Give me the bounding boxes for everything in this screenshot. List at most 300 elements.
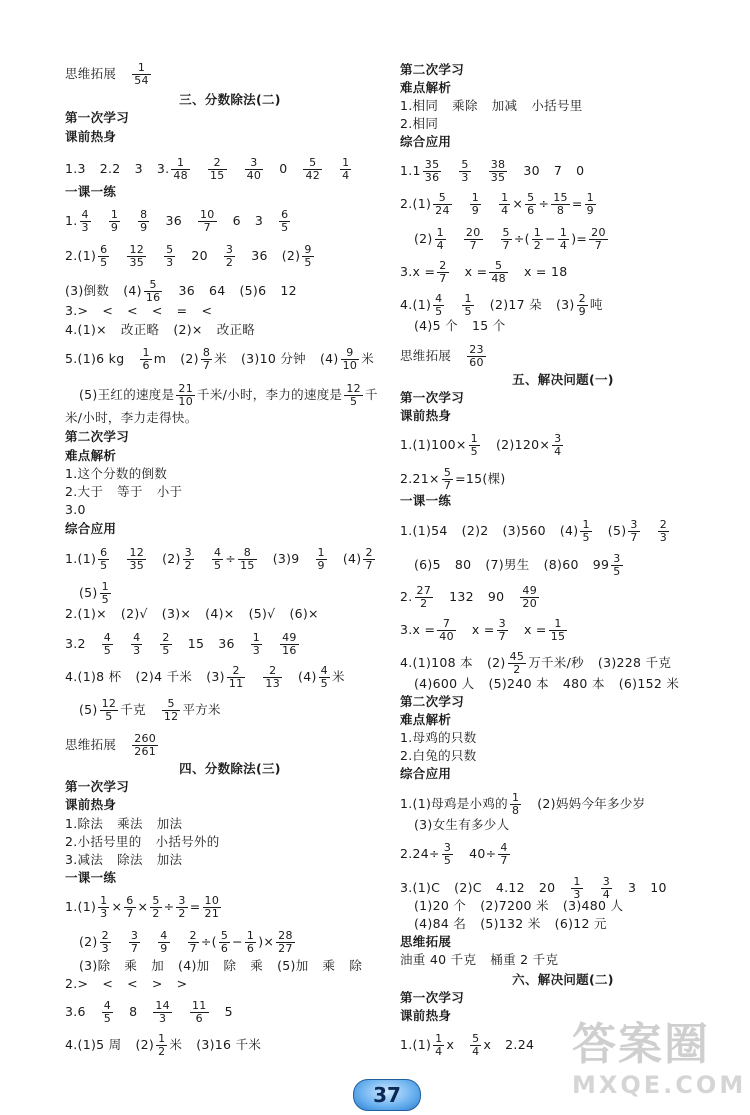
fraction <box>280 632 299 657</box>
fraction <box>470 192 481 217</box>
fraction-denominator: 2 <box>158 1045 166 1058</box>
answer-line <box>65 665 345 690</box>
answer-text: − <box>232 934 243 949</box>
answer-text: (6)× <box>289 606 319 621</box>
answer-text: (6)152 米 <box>618 676 680 691</box>
answer-line <box>400 952 558 968</box>
answer-text: (4) <box>298 669 317 684</box>
answer-text: (4) <box>342 551 362 566</box>
answer-text: ÷( <box>200 934 217 949</box>
fraction-denominator: 21 <box>204 907 220 920</box>
answer-text: 3 <box>628 880 637 895</box>
answer-text: 1. <box>65 213 78 228</box>
fraction-numerator: 15 <box>553 191 568 204</box>
fraction <box>510 792 521 817</box>
answer-line <box>400 842 512 867</box>
answer-text: (4)84 名 <box>414 916 467 931</box>
answer-text: 3.x = <box>400 622 436 637</box>
fraction-denominator: 5 <box>304 256 312 269</box>
answer-line <box>400 730 477 746</box>
fraction-numerator: 11 <box>191 999 207 1012</box>
fraction-denominator: 54 <box>134 74 149 87</box>
answer-text: 36 <box>218 636 235 651</box>
fraction <box>208 157 227 182</box>
fraction-denominator: 9 <box>140 221 148 234</box>
fraction-denominator: 261 <box>134 745 157 758</box>
fraction-numerator: 4 <box>103 631 112 644</box>
fraction-denominator: 3 <box>659 531 668 544</box>
fraction <box>276 930 295 955</box>
fraction-numerator: 1 <box>342 156 350 169</box>
answer-text: (2)7200 米 <box>480 898 549 913</box>
answer-text: 思维拓展 <box>400 934 452 949</box>
answer-text: (2)17 朵 <box>489 297 542 312</box>
fraction <box>198 209 217 234</box>
answer-text: 36 <box>165 213 182 228</box>
fraction <box>462 293 473 318</box>
answer-text: (2)√ <box>120 606 148 621</box>
fraction-numerator: 2 <box>439 259 447 272</box>
fraction-numerator: 2 <box>578 292 586 305</box>
fraction-denominator: 15 <box>550 630 566 643</box>
fraction <box>251 632 262 657</box>
answer-text: 一课一练 <box>65 184 117 199</box>
answer-text: )= <box>571 231 588 246</box>
answer-line <box>65 279 297 304</box>
fraction <box>80 209 91 234</box>
subsection-label <box>400 408 451 424</box>
answer-text: 米 <box>169 1037 183 1052</box>
fraction <box>498 842 509 867</box>
answer-text: (2)妈妈今年多少岁 <box>537 796 646 811</box>
fraction-numerator: 6 <box>100 243 108 256</box>
fraction-numerator: 3 <box>602 875 610 888</box>
fraction-numerator: 1 <box>252 631 261 644</box>
fraction-denominator: 5 <box>320 677 328 690</box>
answer-text: 米/小时，李力走得快。 <box>65 410 198 425</box>
fraction <box>162 698 181 723</box>
answer-text: 36 <box>251 248 268 263</box>
fraction <box>131 632 142 657</box>
fraction <box>423 159 442 184</box>
fraction <box>497 618 508 643</box>
fraction <box>611 553 622 578</box>
answer-line <box>65 547 377 572</box>
fraction-denominator: 27 <box>278 942 293 955</box>
answer-line <box>65 303 212 319</box>
fraction-numerator: 5 <box>152 894 160 907</box>
fraction-denominator: 9 <box>110 221 119 234</box>
answer-text: x <box>483 1037 492 1052</box>
fraction-denominator: 12 <box>163 710 179 723</box>
fraction <box>437 260 448 285</box>
fraction-numerator: 2 <box>659 518 668 531</box>
answer-text: > <box>151 976 163 991</box>
answer-line <box>400 916 607 932</box>
fraction-denominator: 36 <box>424 171 440 184</box>
fraction-denominator: 11 <box>228 677 244 690</box>
fraction-numerator: 7 <box>437 618 456 631</box>
fraction <box>464 227 483 252</box>
fraction-denominator: 7 <box>439 272 447 285</box>
answer-text: (5)6 <box>239 283 267 298</box>
fraction-numerator: 1 <box>132 62 151 75</box>
fraction-numerator: 5 <box>433 192 452 205</box>
answer-text: x = <box>464 264 488 279</box>
fraction-denominator: 7 <box>130 942 139 955</box>
fraction <box>489 159 508 184</box>
answer-text: 1.(1) <box>65 551 97 566</box>
fraction <box>470 1033 481 1058</box>
fraction-numerator: 6 <box>126 894 134 907</box>
answer-text: < <box>102 976 114 991</box>
subsection-label <box>400 390 464 406</box>
fraction-denominator: 4 <box>472 1045 480 1058</box>
fraction-numerator: 35 <box>424 158 440 171</box>
answer-line <box>400 585 541 610</box>
section-heading <box>125 92 335 108</box>
answer-line <box>65 698 221 723</box>
answer-text: (3)480 人 <box>562 898 624 913</box>
fraction <box>245 930 256 955</box>
fraction-numerator: 1 <box>533 226 542 239</box>
answer-line <box>65 606 319 622</box>
fraction-numerator: 3 <box>613 552 621 565</box>
answer-text: (2)C <box>454 880 482 895</box>
fraction-numerator: 20 <box>591 226 606 239</box>
fraction-denominator: 10 <box>342 359 358 372</box>
fraction-denominator: 16 <box>282 644 297 657</box>
answer-line <box>65 466 167 482</box>
fraction <box>129 930 140 955</box>
answer-text: 1.相同 <box>400 98 439 113</box>
fraction-denominator: 3 <box>573 888 581 901</box>
answer-line <box>65 958 362 974</box>
fraction-denominator: 4 <box>436 239 444 252</box>
fraction-numerator: 2 <box>101 929 109 942</box>
fraction-denominator: 5 <box>100 256 108 269</box>
fraction-denominator: 5 <box>435 305 443 318</box>
fraction <box>203 895 222 920</box>
answer-text: (3)除 <box>79 958 111 973</box>
answer-line <box>400 1033 534 1058</box>
fraction <box>160 632 171 657</box>
answer-text: < <box>201 303 213 318</box>
fraction-numerator: 6 <box>281 208 289 221</box>
answer-text: ÷ <box>225 551 237 566</box>
page-number-badge: 37 <box>353 1079 421 1111</box>
answer-text: 0 <box>279 161 288 176</box>
fraction-numerator: 20 <box>465 226 481 239</box>
answer-line <box>400 227 610 252</box>
answer-text: 油重 40 千克 <box>400 952 477 967</box>
answer-text: 第二次学习 <box>400 694 465 709</box>
fraction <box>435 227 446 252</box>
fraction <box>144 279 163 304</box>
answer-text: 30 <box>523 163 540 178</box>
fraction-denominator: 4 <box>602 888 610 901</box>
fraction-numerator: 27 <box>416 584 432 597</box>
fraction <box>501 227 512 252</box>
answer-text: = <box>176 303 188 318</box>
answer-line <box>65 157 353 182</box>
subsection-label <box>65 184 116 200</box>
fraction-numerator: 1 <box>246 929 255 942</box>
fraction-denominator: 5 <box>613 565 621 578</box>
fraction-numerator: 21 <box>178 382 194 395</box>
fraction-denominator: 9 <box>471 204 480 217</box>
answer-line <box>400 260 567 285</box>
answer-text: x <box>446 1037 455 1052</box>
fraction-denominator: 35 <box>129 559 145 572</box>
fraction-denominator: 15 <box>209 169 225 182</box>
fraction-numerator: 1 <box>501 191 509 204</box>
fraction-denominator: 3 <box>81 221 89 234</box>
fraction-denominator: 13 <box>265 677 281 690</box>
answer-text: 90 <box>487 589 505 604</box>
fraction-denominator: 7 <box>500 854 508 867</box>
subsection-label <box>400 712 451 728</box>
fraction-numerator: 6 <box>100 546 108 559</box>
answer-line <box>65 930 297 955</box>
answer-text: (3)10 分钟 <box>240 351 306 366</box>
section-heading <box>125 761 335 777</box>
answer-line <box>400 467 506 492</box>
answer-text: 思维拓展 <box>65 66 117 81</box>
section-heading <box>458 372 668 388</box>
fraction-numerator: 5 <box>144 279 163 292</box>
fraction <box>415 585 434 610</box>
fraction-denominator: 2 <box>184 559 192 572</box>
answer-line <box>400 192 598 217</box>
fraction-numerator: 5 <box>220 929 229 942</box>
fraction-denominator: 3 <box>461 171 469 184</box>
answer-text: = <box>571 196 583 211</box>
fraction <box>132 62 151 87</box>
answer-text: 吨 <box>589 297 603 312</box>
fraction-numerator: 1 <box>464 292 472 305</box>
answer-text: 20 <box>538 880 556 895</box>
subsection-label <box>65 521 116 537</box>
answer-text: (3)9 <box>272 551 300 566</box>
fraction <box>341 347 360 372</box>
answer-text: − <box>545 231 556 246</box>
fraction <box>577 293 588 318</box>
answer-text: 第一次学习 <box>65 779 130 794</box>
answer-text: x = 18 <box>523 264 568 279</box>
fraction <box>132 733 158 758</box>
answer-text: (6)12 元 <box>554 916 607 931</box>
answer-text: (8)60 <box>543 557 579 572</box>
answer-text: 99 <box>592 557 610 572</box>
answer-line <box>65 852 182 868</box>
answer-text: 1.除法 <box>65 816 104 831</box>
answer-text: 难点解析 <box>65 448 117 463</box>
answer-text: 1.母鸡的只数 <box>400 730 477 745</box>
answer-text: (2) <box>135 1037 155 1052</box>
fraction-denominator: 6 <box>142 359 150 372</box>
fraction-numerator: 1 <box>573 875 581 888</box>
fraction-denominator: 6 <box>220 942 229 955</box>
answer-text: 3.6 <box>65 1004 86 1019</box>
fraction-denominator: 60 <box>469 356 484 369</box>
answer-text: × <box>111 899 123 914</box>
answer-text: 改正略 <box>120 322 160 337</box>
answer-text: 第一次学习 <box>400 390 465 405</box>
fraction-denominator: 48 <box>491 272 506 285</box>
answer-text: )× <box>258 934 275 949</box>
answer-text: 2.(1) <box>400 196 432 211</box>
answer-text: (2) <box>414 231 433 246</box>
fraction <box>340 157 351 182</box>
fraction-numerator: 2 <box>263 665 282 678</box>
answer-text: 乘 <box>322 958 336 973</box>
subsection-label <box>400 766 451 782</box>
fraction-numerator: 12 <box>346 382 361 395</box>
fraction <box>176 383 195 408</box>
answer-text: 80 <box>454 557 472 572</box>
answer-line <box>65 581 113 606</box>
answer-line <box>65 209 292 234</box>
answer-text: (2) <box>281 248 301 263</box>
subsection-label <box>65 448 116 464</box>
fraction-numerator: 8 <box>202 346 211 359</box>
answer-line <box>65 502 86 518</box>
fraction-denominator: 15 <box>240 559 255 572</box>
answer-text: 综合应用 <box>400 134 452 149</box>
answer-line <box>65 322 255 338</box>
section-heading <box>458 972 668 988</box>
answer-line <box>400 293 603 318</box>
fraction-numerator: 3 <box>245 157 264 170</box>
fraction <box>238 547 257 572</box>
answer-text: < <box>102 303 114 318</box>
fraction-denominator: 5 <box>103 1012 112 1025</box>
fraction-denominator: 4 <box>501 204 509 217</box>
answer-text: 一课一练 <box>400 493 452 508</box>
fraction-denominator: 5 <box>443 854 452 867</box>
answer-line <box>65 1033 261 1058</box>
fraction-numerator: 2 <box>365 546 373 559</box>
answer-text: 1.(1) <box>65 899 97 914</box>
fraction <box>433 293 444 318</box>
fraction-numerator: 28 <box>278 929 293 942</box>
answer-text: 乘 <box>250 958 264 973</box>
answer-line <box>65 410 198 426</box>
answer-text: (4) <box>559 523 579 538</box>
fraction-numerator: 3 <box>225 243 234 256</box>
fraction <box>549 618 568 643</box>
answer-text: 第一次学习 <box>65 110 130 125</box>
fraction <box>532 227 543 252</box>
fraction-numerator: 49 <box>282 631 297 644</box>
answer-text: (5)240 本 <box>488 676 549 691</box>
answer-text: 1.(1) <box>400 1037 432 1052</box>
answer-text: 六、解决问题(二) <box>512 972 614 987</box>
watermark-logo-url: MXQE.COM <box>572 1071 747 1099</box>
answer-line <box>65 632 301 657</box>
answer-line <box>400 433 565 458</box>
answer-text: 四、分数除法(三) <box>179 761 281 776</box>
answer-text: 2.(1)× <box>65 606 107 621</box>
answer-text: 3 <box>254 213 264 228</box>
fraction <box>98 895 109 920</box>
fraction-denominator: 48 <box>173 169 188 182</box>
answer-text: 桶重 2 千克 <box>490 952 559 967</box>
fraction <box>102 632 113 657</box>
answer-text: 4.12 <box>495 880 525 895</box>
answer-text: (2)× <box>173 322 203 337</box>
answer-text: 2.小括号里的 <box>65 834 142 849</box>
fraction-numerator: 45 <box>509 650 525 663</box>
fraction-numerator: 1 <box>471 191 480 204</box>
answer-text: 米 <box>361 351 374 366</box>
answer-text: 4.(1)× <box>65 322 107 337</box>
answer-text: (4)5 个 <box>414 318 458 333</box>
fraction <box>102 1000 113 1025</box>
answer-text: 2. <box>400 589 413 604</box>
fraction-numerator: 9 <box>304 243 312 256</box>
fraction-denominator: 7 <box>189 942 197 955</box>
fraction <box>158 930 169 955</box>
fraction-numerator: 1 <box>171 157 190 170</box>
fraction <box>525 192 536 217</box>
answer-line <box>65 62 153 87</box>
watermark-logo-mark: 答案圈 <box>572 1019 710 1070</box>
subsection-label <box>400 694 464 710</box>
fraction-denominator: 2 <box>225 256 234 269</box>
fraction-denominator: 5 <box>281 221 289 234</box>
answer-text: 1.(1)100× <box>400 437 467 452</box>
fraction <box>558 227 569 252</box>
answer-text: (2) <box>79 934 98 949</box>
answer-text: (3)228 千克 <box>597 655 672 670</box>
answer-line <box>400 159 584 184</box>
answer-text: 千 <box>364 387 378 402</box>
answer-text: 课前热身 <box>65 797 117 812</box>
answer-text: (2) <box>486 655 506 670</box>
answer-text: (4)600 人 <box>414 676 475 691</box>
fraction-numerator: 5 <box>527 191 535 204</box>
fraction-numerator: 1 <box>436 226 444 239</box>
fraction-denominator: 5 <box>100 559 108 572</box>
fraction <box>109 209 120 234</box>
answer-text: 千米/小时，李力的速度是 <box>197 387 343 402</box>
fraction <box>98 244 109 269</box>
answer-text: 千克 <box>120 702 146 717</box>
fraction <box>442 467 453 492</box>
fraction-numerator: 8 <box>140 208 148 221</box>
fraction <box>127 244 146 269</box>
answer-text: (2)4 千米 <box>135 669 193 684</box>
fraction-denominator: 6 <box>195 1012 203 1025</box>
answer-line <box>65 484 182 500</box>
fraction-numerator: 3 <box>498 617 506 630</box>
fraction <box>100 581 111 606</box>
fraction-denominator: 40 <box>439 630 454 643</box>
answer-text: 64 <box>208 283 226 298</box>
fraction-denominator: 3 <box>252 644 261 657</box>
fraction-numerator: 12 <box>101 697 117 710</box>
answer-text: 5 <box>224 1004 233 1019</box>
subsection-label <box>400 80 451 96</box>
answer-text: < <box>151 303 163 318</box>
answer-text: 加法 <box>156 852 183 867</box>
fraction-numerator: 3 <box>554 432 562 445</box>
fraction-denominator: 9 <box>578 305 586 318</box>
fraction-numerator: 8 <box>238 547 257 560</box>
answer-line <box>65 383 378 408</box>
